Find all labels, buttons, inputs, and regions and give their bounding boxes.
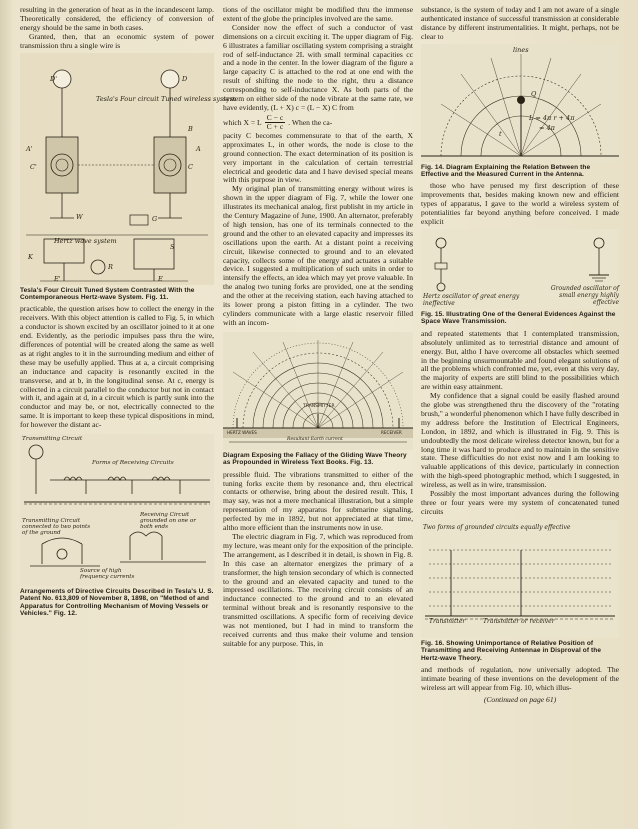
figure-14-caption: Fig. 14. Diagram Explaining the Relation Between the Effective and the Measured Current in the Antenna. [421,163,591,179]
fig14-q-label: Q [531,89,537,98]
column-1 [20,5,237,823]
column-3 [421,6,619,823]
fig16-txr-label: Transmitter or receiver [483,617,555,625]
figure-16-caption: Fig. 16. Showing Unimportance of Relative Position of Transmitting and Receiving Antennae in Disproval of the Hertz-wave Theory. [421,639,602,662]
col2-paragraph: My original plan of transmitting energy without wires is shown in the upper diagram of Fig. 7, while the lower one illustrates its mechanical analog, first publisht in my article in the Century Magazine of June, 1900. An alternator, preferably of high tension, has one of its terminals connected to the ground and the other to an elevated capacity and impresses its oscillations upon the earth. At a distant point a receiving circuit, likewise connected to ground and to an elevated capacity, collects some of the energy and actuates a suitable device. I suggested a multiplication of such units in order to intensify the effects, an idea which may yet prove valuable. In the analog two tuning forks are provided, one at the sending and the other at the receiving station, each having attached to its lower prong a piston fitting in a cylinder. The two cylinders communicate with a large elastic reservoir filled with an incom- [223,184,413,327]
fig12-source-label: Source of high frequency currents [80,568,135,581]
fig11-label: E [158,274,163,283]
fig14-lines-label: lines [513,45,529,54]
col2-paragraph: tions of the oscillator might be modified thru the immense extent of the globe the principles involved are the same. [223,5,413,23]
fig12-grounded-label: Receiving Circuit grounded on one or both ends [140,512,196,531]
formula-numerator: C − c [266,112,284,122]
figure-13 [223,332,413,450]
figure-12-caption: Arrangements of Directive Circuits Described in Tesla's U. S. Patent No. 613,809 of November 8, 1898, on "Method of and Apparatus for Controlling Mechanism of Moving Vessels or Vehicles." Fig. 12. [20,588,214,618]
fig12-transmitting-label: Transmitting Circuit [22,436,83,443]
figure-14 [421,44,619,162]
formula-lead: which X = L [223,117,262,127]
fig11-label: G [152,214,158,223]
figure-15-caption: Fig. 15. Illustrating One of the General Evidences Against the Space Wave Transmission. [421,310,616,326]
fig16-transmitter-label: Transmitter [429,617,466,625]
figure-11 [20,53,237,285]
col1-paragraph: practicable, the question arises how to collect the energy in the receivers. With this object attention is called to Fig. 5, in which a conductor is shown excited by an oscillator joined to it at one end. Evidently, as the periodic impulses pass thru the wire, differences of potential will be created along the same as well as at right angles to it in the surrounding medium and either of these may be usefully applied. Thus at a, a circuit comprising an inductance and capacity is resonantly excited in the transverse, and at b, in the longitudinal sense. At c, energy is collected in a circuit parallel to the conductor but not in contact with it, and again at d, in a circuit which is partly sunk into the conductor and may be, or not, electrically connected to the same. It is important to keep these typical dispositions in mind, for however the distant ac- [20,304,214,430]
col3-paragraph: and methods of regulation, now universally adopted. The intimate bearing of these inventions on the development of the wireless art will appear from Fig. 10, which illus- [421,665,619,692]
figure-12-drawing [20,434,214,586]
figure-11-caption: Tesla's Four Circuit Tuned System Contrasted With the Contemporaneous Hertz-wave System. Fig. 11. [20,286,195,301]
fig11-label: S [170,242,175,251]
fig11-label: C' [30,162,37,171]
fig15-right-label: Grounded oscillator of small energy highly effective [550,284,619,306]
formula-fraction [265,114,286,131]
col2-paragraph: pressible fluid. The vibrations transmitted to either of the tuning forks excite them by resonance and, thru electrical contacts or otherwise, bring about the desired result. This, I may say, was not a mere mechanical illustration, but a simple representation of my apparatus for submarine signaling, perfected by me in 1892, but not appreciated at that time, altho more efficient than the instruments now in use. [223,469,413,533]
fig14-tag-label: t [499,129,502,138]
fig11-hertz-label: Hertz wave system [54,236,117,245]
formula-x [223,114,413,131]
fig13-waves-label: HERTZ WAVES [227,429,257,435]
figure-14-drawing [421,44,619,162]
col1-paragraph: resulting in the generation of heat as in the incandescent lamp. Theoretically considered, the efficiency of conversion of energy should be the same in both cases. [20,5,214,32]
fig11-label: B [188,124,193,133]
fig13-ground-label: Resultant Earth current [287,436,343,442]
col3-paragraph: Possibly the most important advances during the following three or four years were my system of concatenated tuned circuits [421,489,619,516]
col1-paragraph: Granted, then, that an economic system of power transmission thru a single wire is [20,31,214,50]
fig11-label: A' [26,144,33,153]
fig12-forms-label: Forms of Receiving Circuits [92,460,174,467]
fig14-formula-label: L = 4π r + 4π [529,113,575,122]
figure-12 [20,434,214,586]
fig13-receiver-label: RECEIVER [381,429,402,435]
col2-paragraph: Consider now the effect of such a conductor of vast dimensions on a circuit exciting it. The upper diagram of Fig. 6 illustrates a familiar oscillating system comprising a straight rod of self-inductance 2L with small terminal capacities cc and a node in the center. In the lower diagram of the figure a large capacity C is attached to the rod at one end with the result of shifting the node to the right, thru a distance corresponding to self-inductance X. As both parts of the system on either side of the node vibrate at the same rate, we have evidently, (L + X) c = (L − X) C from [223,22,413,112]
col3-paragraph: substance, is the system of today and I am not aware of a single authenticated instance of successful transmission at considerable distance by different instrumentalities. It might, perhaps, not be clear to [421,5,619,41]
fig11-label: C [188,162,193,171]
fig16-title-label: Two forms of grounded circuits equally effective [423,523,571,531]
col2-paragraph: pacity C becomes commensurate to that of the earth, X approximates L, in other words, the node is close to the ground connection. The exact determination of its position is very important in the calculation of certain terrestrial electrical and geodetic data and I have devised special means with this purpose in view. [223,130,413,185]
fig11-label: W [76,212,83,221]
fig11-label: R [108,262,113,271]
fig11-label: D [182,74,188,83]
figure-13-caption: Diagram Exposing the Fallacy of the Gliding Wave Theory as Propounded in Wireless Text Books. Fig. 13. [223,451,407,467]
col3-paragraph: those who have perused my first description of these improvements that, besides making known new and efficient types of apparatus, I gave to the world a wireless system of potentialities far beyond anything before conceived. I made explicit [421,181,619,227]
figure-11-drawing [20,53,214,285]
fig11-label: E' [54,274,61,283]
fig11-label: K [28,252,33,261]
formula-tail: . When the ca- [288,117,333,127]
formula-denominator: C + c [266,121,284,131]
col2-paragraph: The electric diagram in Fig. 7, which was reproduced from my lecture, was meant only for the exposition of the principle. The arrangement, as I described it in detail, is shown in Fig. 8. In this case an alternator energizes the primary of a transformer, the high tension secondary of which is connected to the ground and an elevated capacity and tuned to the impressed oscillations. The receiving circuit consists of an inductance connected to the ground and to an elevated terminal without break and is resonantly responsive to the transmitted oscillations. A specific form of receiving device was not mentioned, but I had in mind to transform the received currents and thus make their volume and tension suitable for any purpose. This, in [223,531,413,648]
fig14-formula-label: = 4π [539,123,555,132]
col3-paragraph: My confidence that a signal could be easily flashed around the globe was strengthened thru the discovery of the "rotating brush," a wonderful phenomenon which I have fully described in my address before the Institution of Electrical Engineers, London, in 1892, and which is illustrated in Fig. 9. This is undoubtedly the most delicate wireless detector known, but for a long time it was hard to produce and to maintain in the sensitive state. These difficulties do not exist now and I am looking to valuable applications of this device, particularly in connection with the high-speed photographic method, which I suggested, in wireless, as well as in wire, transmission. [421,391,619,490]
continued-note: (Continued on page 61) [483,694,557,704]
figure-15 [421,229,619,309]
fig13-transmitter-label: TRANSMITTER [303,403,335,409]
fig15-left-label: Hertz oscillator of great energy ineffective [423,292,520,307]
figure-16 [421,520,619,638]
column-2 [223,6,413,823]
fig11-label: A [196,144,201,153]
fig12-connected-label: Transmitting Circuit connected to two points of the ground [22,518,91,537]
col3-paragraph: and repeated statements that I contemplated transmission, absolutely unlimited as to terrestrial distance and amount of energy. But, altho I have overcome all obstacles which seemed in the beginning unsurmountable and found elegant solutions of all the problems which confronted me, yet, even at this very day, the majority of experts are still blind to the possibilities which are within easy attainment. [421,328,619,392]
fig11-label: D' [50,74,57,83]
fig11-title-label: Tesla's Four circuit Tuned wireless system [96,94,237,103]
